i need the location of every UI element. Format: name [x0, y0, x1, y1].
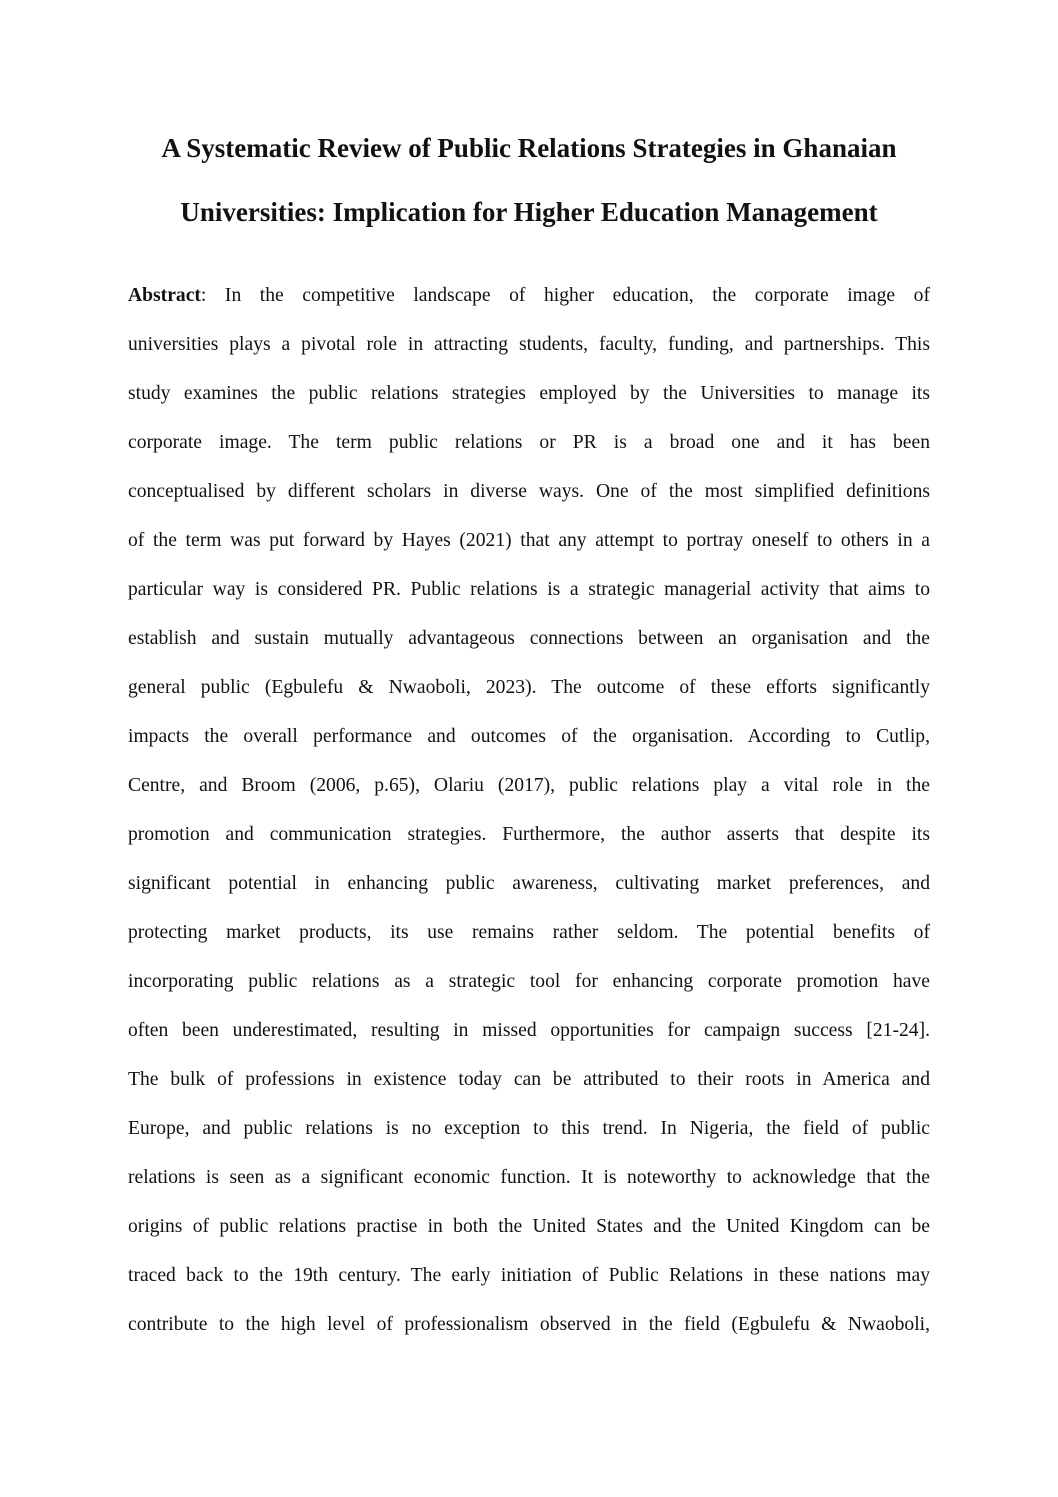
abstract-line: conceptualised by different scholars in diverse ways. One of the most simplified definitions [128, 481, 930, 502]
abstract-line: relations is seen as a significant economic function. It is noteworthy to acknowledge that the [128, 1167, 930, 1188]
abstract-line: establish and sustain mutually advantageous connections between an organisation and the [128, 628, 930, 649]
abstract-line: general public (Egbulefu & Nwaoboli, 2023). The outcome of these efforts significantly [128, 677, 930, 698]
paper-title-line-1: A Systematic Review of Public Relations Strategies in Ghanaian [161, 133, 897, 163]
abstract-line: incorporating public relations as a strategic tool for enhancing corporate promotion have [128, 971, 930, 992]
abstract-line: protecting market products, its use remains rather seldom. The potential benefits of [128, 922, 930, 943]
abstract-body [128, 282, 930, 1360]
abstract-line: Centre, and Broom (2006, p.65), Olariu (2017), public relations play a vital role in the [128, 775, 930, 796]
abstract-line: often been underestimated, resulting in missed opportunities for campaign success [21-24]. [128, 1020, 930, 1041]
abstract-line: study examines the public relations strategies employed by the Universities to manage its [128, 383, 930, 404]
abstract-line: The bulk of professions in existence today can be attributed to their roots in America and [128, 1069, 930, 1090]
abstract-line: particular way is considered PR. Public relations is a strategic managerial activity that aims to [128, 579, 930, 600]
abstract-line: Abstract: In the competitive landscape of higher education, the corporate image of [128, 285, 930, 306]
abstract-line: universities plays a pivotal role in attracting students, faculty, funding, and partnerships. This [128, 334, 930, 355]
abstract-line: of the term was put forward by Hayes (2021) that any attempt to portray oneself to others in a [128, 530, 930, 551]
abstract-line: contribute to the high level of professionalism observed in the field (Egbulefu & Nwaoboli, [128, 1314, 930, 1335]
abstract-line: Europe, and public relations is no exception to this trend. In Nigeria, the field of public [128, 1118, 930, 1139]
abstract-label: Abstract [128, 285, 201, 306]
abstract-line: corporate image. The term public relations or PR is a broad one and it has been [128, 432, 930, 453]
abstract-line: origins of public relations practise in both the United States and the United Kingdom can be [128, 1216, 930, 1237]
abstract-line: significant potential in enhancing public awareness, cultivating market preferences, and [128, 873, 930, 894]
abstract-line: traced back to the 19th century. The early initiation of Public Relations in these nations may [128, 1265, 930, 1286]
paper-title-line-2: Universities: Implication for Higher Education Management [180, 197, 878, 227]
abstract-line: impacts the overall performance and outcomes of the organisation. According to Cutlip, [128, 726, 930, 747]
abstract-line: promotion and communication strategies. Furthermore, the author asserts that despite its [128, 824, 930, 845]
